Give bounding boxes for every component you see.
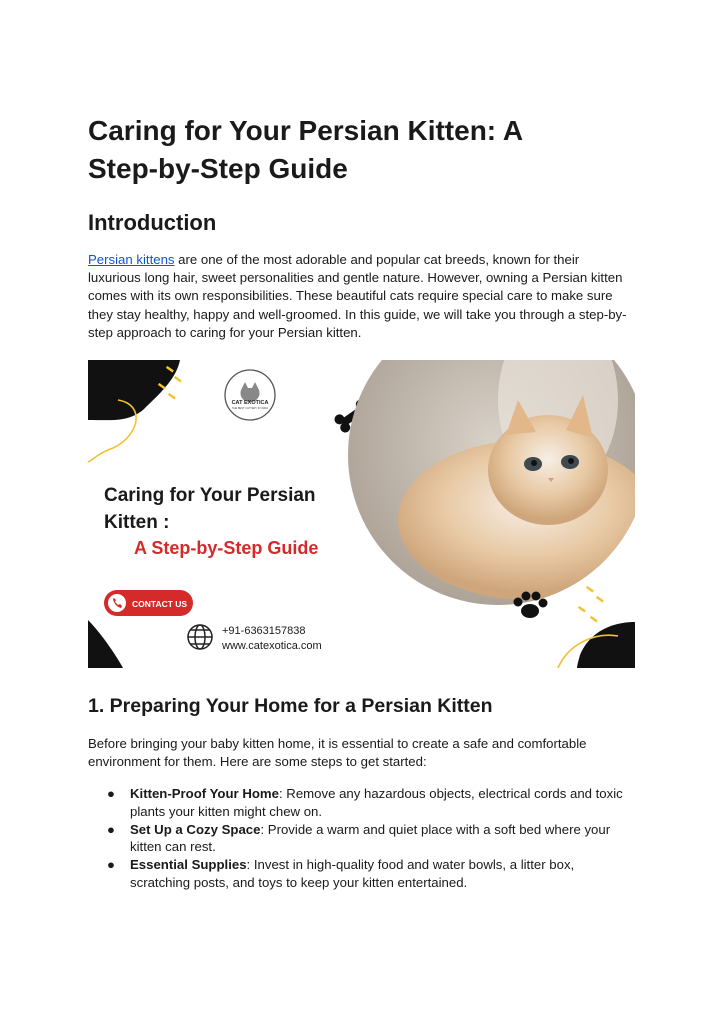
persian-kittens-link[interactable]: Persian kittens [88,252,175,267]
guide-banner-image [88,360,635,668]
contact-us-button [104,590,193,616]
list-item-text: : Remove any hazardous objects, electrical cords and toxic plants your kitten might chew on. [130,786,623,819]
contact-us-label: CONTACT US [132,599,188,609]
intro-text: are one of the most adorable and popular cat breeds, known for their luxurious long hair, sweet personalities and gentle nature. However, owning a Persian kitten comes with its own responsibilities. These beautiful cats require special care to make sure they stay healthy, happy and well-groomed. In this guide, we will take you through a step-by-step approach to caring for your Persian kitten. [88,252,627,340]
bullet-icon: ● [107,786,115,801]
list-item-label: Essential Supplies [130,857,247,873]
list-item [88,785,633,821]
intro-heading: Introduction [88,210,217,235]
list-item-text: : Provide a warm and quiet place with a soft bed where your kitten can rest. [130,821,611,855]
banner-phone: +91-6363157838 [222,625,306,637]
intro-paragraph [88,251,633,342]
list-item-label: Kitten-Proof Your Home [130,786,279,801]
bullet-icon: ● [107,821,115,837]
banner-website: www.catexotica.com [222,640,322,652]
cat-exotica-logo [225,370,275,420]
banner-headline-line1: Caring for Your Persian [104,485,316,506]
list-item-label: Set Up a Cozy Space [130,821,261,837]
banner-headline-line2: Kitten : [104,512,170,533]
section1-list [88,785,633,892]
bullet-icon: ● [107,857,115,873]
banner-headline-line3: A Step-by-Step Guide [134,538,319,558]
logo-subtext: THE BEST CATTERY IN INDIA [231,407,269,410]
list-item [88,821,633,857]
section1-heading: 1. Preparing Your Home for a Persian Kitten [88,695,493,717]
list-item [88,856,633,892]
section1-paragraph: Before bringing your baby kitten home, it is essential to create a safe and comfortable environment for them. Here are some steps to get started: [88,736,587,770]
page-title: Caring for Your Persian Kitten: A Step-by-Step Guide [88,115,523,184]
logo-text: CAT EXOTICA [231,400,269,406]
list-item-text: : Invest in high-quality food and water bowls, a litter box, scratching posts, and toys to keep your kitten entertained. [130,857,575,890]
